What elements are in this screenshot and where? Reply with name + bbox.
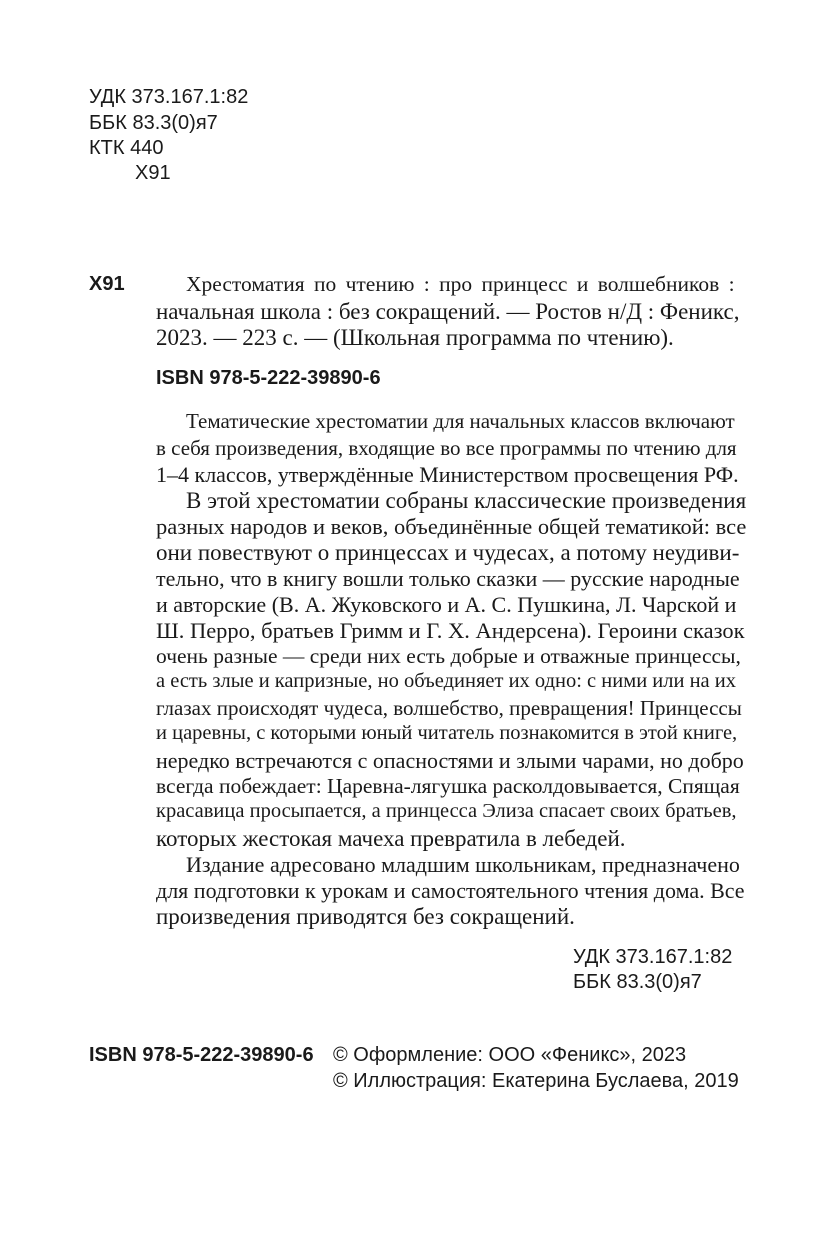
annotation-p3-line: Издание адресовано младшим школьникам, предназначено — [186, 852, 740, 877]
annotation-p2-line: нередко встречаются с опасностями и злыми чарами, но добро — [156, 748, 744, 773]
annotation-p2-line: а есть злые и капризные, но объединяет их одно: с ними или на их — [156, 670, 736, 692]
annotation-p2-line: они повествуют о принцессах и чудесах, а потому неудиви- — [156, 540, 740, 565]
annotation-p2-line: красавица просыпается, а принцесса Элиза спасает своих братьев, — [156, 800, 737, 822]
annotation-p2-line: очень разные — среди них есть добрые и отважные принцессы, — [156, 644, 741, 668]
annotation-p1-line: в себя произведения, входящие во все программы по чтению для — [156, 436, 737, 460]
bbk-code: ББК 83.3(0)я7 — [89, 112, 218, 134]
bbk-code-right: ББК 83.3(0)я7 — [573, 971, 702, 993]
bib-isbn: ISBN 978-5-222-39890-6 — [156, 367, 381, 389]
copyright-illustration: © Иллюстрация: Екатерина Буслаева, 2019 — [333, 1070, 739, 1092]
annotation-p2-line: глазах происходят чудеса, волшебство, превращения! Принцессы — [156, 696, 742, 720]
copyright-design: © Оформление: ООО «Феникс», 2023 — [333, 1044, 687, 1066]
annotation-p2-line: и авторские (В. А. Жуковского и А. С. Пушкина, Л. Чарской и — [156, 592, 737, 617]
annotation-p3-line: для подготовки к урокам и самостоятельного чтения дома. Все — [156, 878, 745, 903]
udk-code-right: УДК 373.167.1:82 — [573, 946, 733, 968]
annotation-p1-line: Тематические хрестоматии для начальных классов включают — [186, 409, 735, 433]
bib-line-1: Хрестоматия по чтению : про принцесс и волшебников : — [186, 272, 735, 296]
bib-line-2: начальная школа : без сокращений. — Ростов н/Д : Феникс, — [156, 299, 740, 324]
footer-isbn: ISBN 978-5-222-39890-6 — [89, 1044, 314, 1066]
annotation-p2-line: тельно, что в книгу вошли только сказки — русские народные — [156, 566, 740, 591]
udk-code: УДК 373.167.1:82 — [89, 86, 249, 108]
author-mark: Х91 — [135, 162, 171, 184]
annotation-p2-line: всегда побеждает: Царевна-лягушка расколдовывается, Спящая — [156, 774, 740, 798]
annotation-p1-line: 1–4 классов, утверждённые Министерством просвещения РФ. — [156, 462, 739, 487]
bib-author-mark: Х91 — [89, 273, 125, 295]
annotation-p3-line: произведения приводятся без сокращений. — [156, 904, 575, 929]
annotation-p2-line: В этой хрестоматии собраны классические произведения — [186, 488, 747, 513]
annotation-p2-line: Ш. Перро, братьев Гримм и Г. Х. Андерсена). Героини сказок — [156, 618, 745, 643]
bib-line-3: 2023. — 223 с. — (Школьная программа по чтению). — [156, 325, 674, 350]
annotation-p2-line: которых жестокая мачеха превратила в лебедей. — [156, 826, 626, 851]
ktk-code: КТК 440 — [89, 137, 164, 159]
annotation-p2-line: и царевны, с которыми юный читатель познакомится в этой книге, — [156, 722, 738, 744]
annotation-p2-line: разных народов и веков, объединённые общей тематикой: все — [156, 514, 747, 539]
